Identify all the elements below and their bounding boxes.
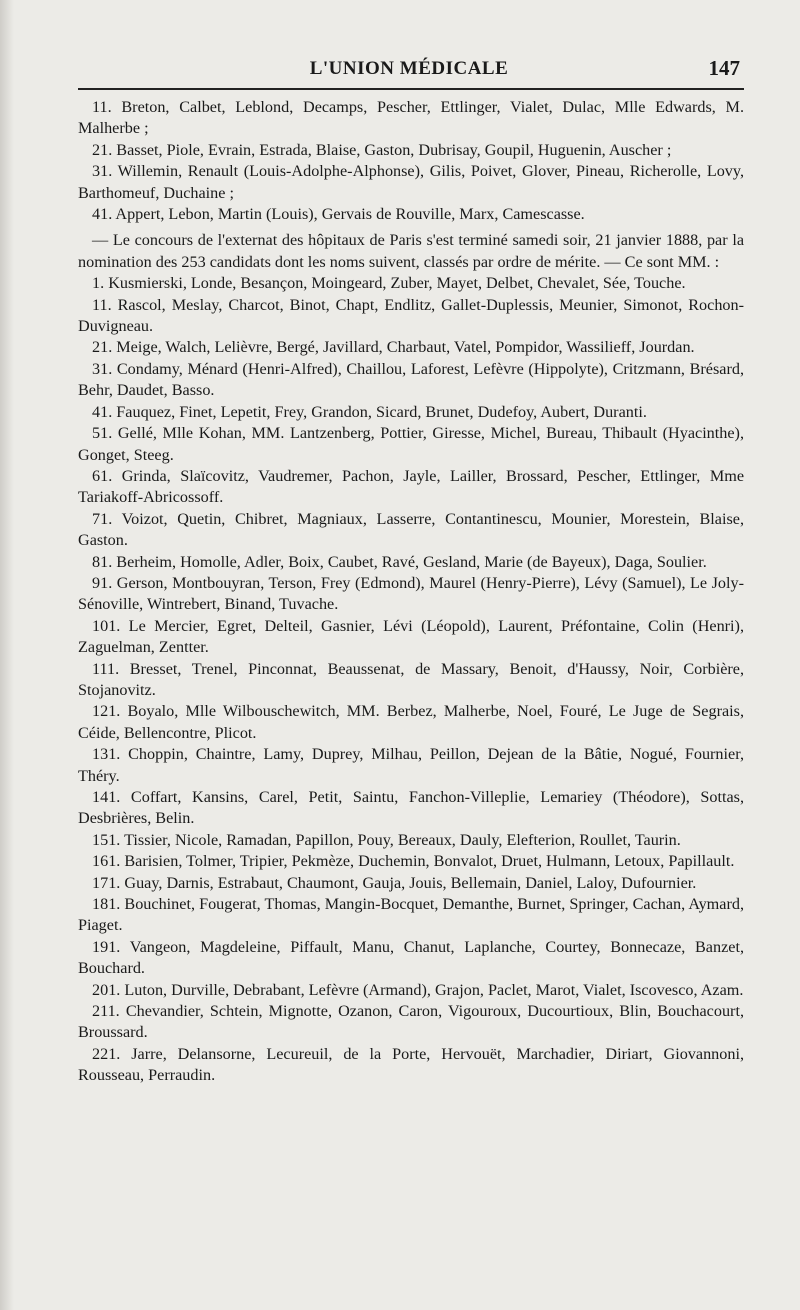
- list-item: 221. Jarre, Delansorne, Lecureuil, de la Porte, Hervouët, Marchadier, Diriart, Giovannoni, Rousseau, Perraudin.: [78, 1044, 744, 1085]
- list-item: 11. Rascol, Meslay, Charcot, Binot, Chapt, Endlitz, Gallet-Duplessis, Meunier, Simonot, Rochon-Duvigneau.: [78, 295, 744, 336]
- running-title: L'UNION MÉDICALE: [309, 58, 509, 79]
- list-item: 101. Le Mercier, Egret, Delteil, Gasnier, Lévi (Léopold), Laurent, Préfontaine, Colin (Henri), Zaguelman, Zentter.: [78, 616, 744, 657]
- list-item: 91. Gerson, Montbouyran, Terson, Frey (Edmond), Maurel (Henry-Pierre), Lévy (Samuel), Le Joly-Sénoville, Wintrebert, Binand, Tuvache.: [78, 573, 744, 614]
- list-item: 161. Barisien, Tolmer, Tripier, Pekmèze, Duchemin, Bonvalot, Druet, Hulmann, Letoux, Papillault.: [92, 852, 735, 871]
- list-item: 171. Guay, Darnis, Estrabaut, Chaumont, Gauja, Jouis, Bellemain, Daniel, Laloy, Dufournier.: [92, 873, 697, 892]
- list-item: 111. Bresset, Trenel, Pinconnat, Beaussenat, de Massary, Benoit, d'Haussy, Noir, Corbière, Stojanovitz.: [78, 659, 744, 699]
- list-item: 151. Tissier, Nicole, Ramadan, Papillon, Pouy, Bereaux, Dauly, Elefterion, Roullet, Taurin.: [92, 830, 681, 849]
- list-item: 131. Choppin, Chaintre, Lamy, Duprey, Milhau, Peillon, Dejean de la Bâtie, Nogué, Fournier, Théry.: [78, 745, 744, 785]
- list-item: 141. Coffart, Kansins, Carel, Petit, Saintu, Fanchon-Villeplie, Lemariey (Théodore), Sottas, Desbrières, Belin.: [78, 788, 744, 828]
- list-item: 71. Voizot, Quetin, Chibret, Magniaux, Lasserre, Contantinescu, Mounier, Morestein, Blaise, Gaston.: [78, 509, 744, 550]
- list-item: 81. Berheim, Homolle, Adler, Boix, Caubet, Ravé, Gesland, Marie (de Bayeux), Daga, Soulier.: [92, 552, 707, 571]
- page-number: 147: [708, 56, 740, 80]
- list-item: 121. Boyalo, Mlle Wilbouschewitch, MM. Berbez, Malherbe, Noel, Fouré, Le Juge de Segrais, Céide, Bellencontre, Plicot.: [78, 702, 744, 742]
- header-rule: [78, 88, 744, 90]
- list-item: 1. Kusmierski, Londe, Besançon, Moingeard, Zuber, Mayet, Delbet, Chevalet, Sée, Touche.: [92, 274, 686, 293]
- list-item: 181. Bouchinet, Fougerat, Thomas, Mangin-Bocquet, Demanthe, Burnet, Springer, Cachan, Aymard, Piaget.: [78, 895, 744, 935]
- list-item: 201. Luton, Durville, Debrabant, Lefèvre (Armand), Grajon, Paclet, Marot, Vialet, Iscovesco, Azam.: [92, 980, 744, 999]
- page-header: [78, 56, 740, 84]
- news-paragraph: — Le concours de l'externat des hôpitaux de Paris s'est terminé samedi soir, 21 janvier 1888, par la nomination des 253 candidats dont les noms suivent, classés par ordre de mérite. — Ce sont MM. :: [78, 231, 744, 271]
- list-item: 21. Meige, Walch, Lelièvre, Bergé, Javillard, Charbaut, Vatel, Pompidor, Wassilieff, Jourdan.: [92, 338, 695, 357]
- list-item: 61. Grinda, Slaïcovitz, Vaudremer, Pachon, Jayle, Lailler, Brossard, Pescher, Ettlinger, Mme Tariakoff-Abricossoff.: [78, 466, 744, 507]
- list-item: 191. Vangeon, Magdeleine, Piffault, Manu, Chanut, Laplanche, Courtey, Bonnecaze, Banzet, Bouchard.: [78, 937, 744, 978]
- article-body: [78, 97, 744, 1087]
- page-edge-shadow: [0, 0, 14, 1310]
- list-item: 31. Willemin, Renault (Louis-Adolphe-Alphonse), Gilis, Poivet, Glover, Pineau, Richerolle, Lovy, Barthomeuf, Duchaine ;: [78, 162, 744, 202]
- list-item: 21. Basset, Piole, Evrain, Estrada, Blaise, Gaston, Dubrisay, Goupil, Huguenin, Auscher ;: [92, 140, 672, 159]
- list-item: 31. Condamy, Ménard (Henri-Alfred), Chaillou, Laforest, Lefèvre (Hippolyte), Critzmann, Brésard, Behr, Daudet, Basso.: [78, 359, 744, 400]
- list-item: 41. Fauquez, Finet, Lepetit, Frey, Grandon, Sicard, Brunet, Dudefoy, Aubert, Duranti.: [92, 402, 647, 421]
- list-item: 41. Appert, Lebon, Martin (Louis), Gervais de Rouville, Marx, Camescasse.: [92, 205, 585, 224]
- list-item: 211. Chevandier, Schtein, Mignotte, Ozanon, Caron, Vigouroux, Ducourtioux, Blin, Bouchacourt, Broussard.: [78, 1002, 744, 1042]
- list-item: 11. Breton, Calbet, Leblond, Decamps, Pescher, Ettlinger, Vialet, Dulac, Mlle Edwards, M. Malherbe ;: [78, 98, 744, 138]
- list-item: 51. Gellé, Mlle Kohan, MM. Lantzenberg, Pottier, Giresse, Michel, Bureau, Thibault (Hyacinthe), Gonget, Steeg.: [78, 424, 744, 464]
